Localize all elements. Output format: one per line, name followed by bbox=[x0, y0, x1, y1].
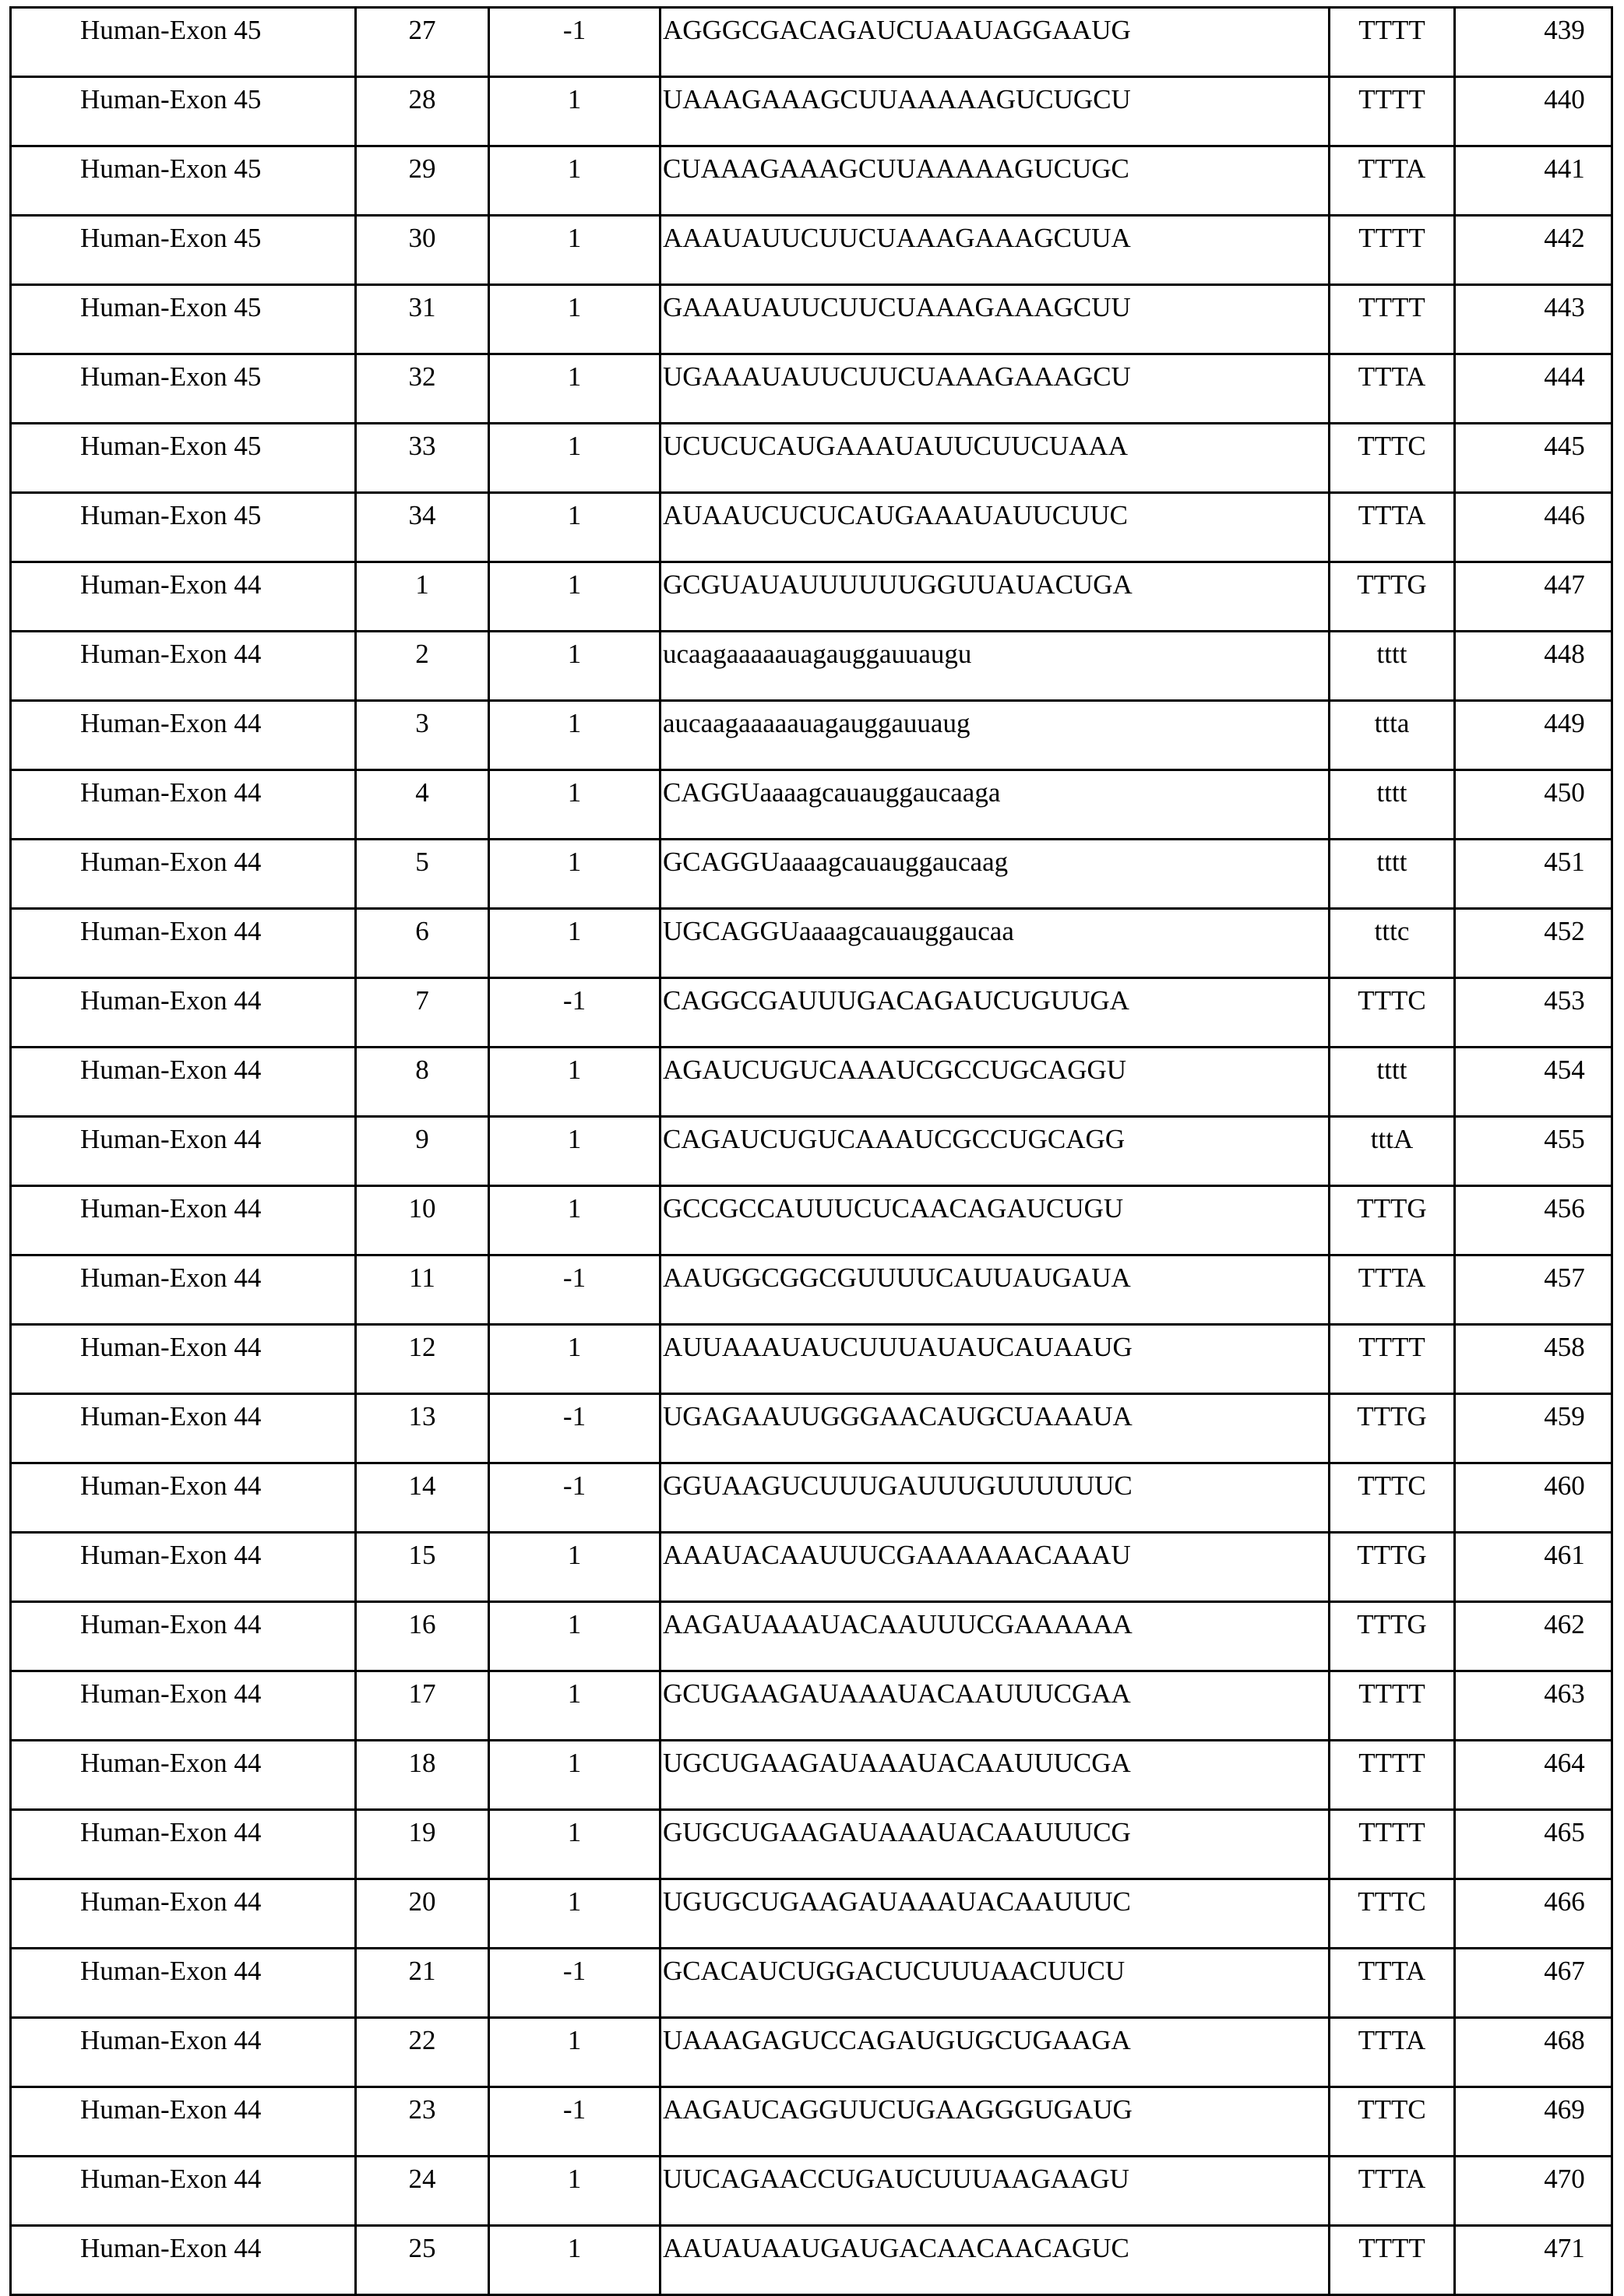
region-cell: Human-Exon 44 bbox=[11, 1949, 356, 2018]
table-row bbox=[11, 493, 1612, 562]
table-row bbox=[11, 1117, 1612, 1186]
region-cell: Human-Exon 44 bbox=[11, 1741, 356, 1810]
sequence-cell: AAAUACAAUUUCGAAAAAACAAAU bbox=[661, 1533, 1330, 1602]
strand-cell: 1 bbox=[489, 1117, 661, 1186]
seq-id-cell: 469 bbox=[1455, 2087, 1612, 2157]
pam-cell: TTTT bbox=[1330, 1741, 1455, 1810]
table-row bbox=[11, 8, 1612, 77]
guide-number-cell: 9 bbox=[356, 1117, 489, 1186]
guide-number-cell: 15 bbox=[356, 1533, 489, 1602]
strand-cell: 1 bbox=[489, 632, 661, 701]
guide-number-cell: 30 bbox=[356, 216, 489, 285]
seq-id-cell: 466 bbox=[1455, 1879, 1612, 1949]
table-row bbox=[11, 909, 1612, 978]
region-cell: Human-Exon 44 bbox=[11, 1533, 356, 1602]
sequence-cell: CAGAUCUGUCAAAUCGCCUGCAGG bbox=[661, 1117, 1330, 1186]
seq-id-cell: 464 bbox=[1455, 1741, 1612, 1810]
region-cell: Human-Exon 45 bbox=[11, 354, 356, 424]
pam-cell: tttt bbox=[1330, 770, 1455, 840]
seq-id-cell: 455 bbox=[1455, 1117, 1612, 1186]
seq-id-cell: 442 bbox=[1455, 216, 1612, 285]
sequence-cell: AUUAAAUAUCUUUAUAUCAUAAUG bbox=[661, 1325, 1330, 1394]
region-cell: Human-Exon 44 bbox=[11, 1048, 356, 1117]
region-cell: Human-Exon 44 bbox=[11, 2226, 356, 2295]
sequence-cell: GCCGCCAUUUCUCAACAGAUCUGU bbox=[661, 1186, 1330, 1255]
pam-cell: TTTC bbox=[1330, 1463, 1455, 1533]
table-row bbox=[11, 840, 1612, 909]
guide-number-cell: 20 bbox=[356, 1879, 489, 1949]
region-cell: Human-Exon 45 bbox=[11, 216, 356, 285]
strand-cell: -1 bbox=[489, 1463, 661, 1533]
guide-number-cell: 19 bbox=[356, 1810, 489, 1879]
pam-cell: TTTT bbox=[1330, 285, 1455, 354]
region-cell: Human-Exon 44 bbox=[11, 1671, 356, 1741]
seq-id-cell: 463 bbox=[1455, 1671, 1612, 1741]
seq-id-cell: 439 bbox=[1455, 8, 1612, 77]
sequence-cell: GAAAUAUUCUUCUAAAGAAAGCUU bbox=[661, 285, 1330, 354]
strand-cell: 1 bbox=[489, 1325, 661, 1394]
sequence-cell: AGAUCUGUCAAAUCGCCUGCAGGU bbox=[661, 1048, 1330, 1117]
pam-cell: TTTG bbox=[1330, 562, 1455, 632]
seq-id-cell: 470 bbox=[1455, 2157, 1612, 2226]
seq-id-cell: 452 bbox=[1455, 909, 1612, 978]
table-row bbox=[11, 1533, 1612, 1602]
region-cell: Human-Exon 44 bbox=[11, 978, 356, 1048]
region-cell: Human-Exon 44 bbox=[11, 1255, 356, 1325]
table-row bbox=[11, 1671, 1612, 1741]
seq-id-cell: 453 bbox=[1455, 978, 1612, 1048]
table-row bbox=[11, 1394, 1612, 1463]
strand-cell: 1 bbox=[489, 840, 661, 909]
table-row bbox=[11, 285, 1612, 354]
table-row bbox=[11, 216, 1612, 285]
pam-cell: TTTT bbox=[1330, 1671, 1455, 1741]
sequence-cell: GGUAAGUCUUUGAUUUGUUUUUUC bbox=[661, 1463, 1330, 1533]
guide-number-cell: 23 bbox=[356, 2087, 489, 2157]
pam-cell: TTTT bbox=[1330, 8, 1455, 77]
pam-cell: TTTC bbox=[1330, 1879, 1455, 1949]
table-row bbox=[11, 1810, 1612, 1879]
strand-cell: 1 bbox=[489, 2157, 661, 2226]
seq-id-cell: 446 bbox=[1455, 493, 1612, 562]
sequence-cell: GCACAUCUGGACUCUUUAACUUCU bbox=[661, 1949, 1330, 2018]
sequence-cell: UGCAGGUaaaagcauauggaucaa bbox=[661, 909, 1330, 978]
region-cell: Human-Exon 44 bbox=[11, 1117, 356, 1186]
region-cell: Human-Exon 44 bbox=[11, 2018, 356, 2087]
guide-number-cell: 17 bbox=[356, 1671, 489, 1741]
pam-cell: TTTT bbox=[1330, 1325, 1455, 1394]
region-cell: Human-Exon 45 bbox=[11, 493, 356, 562]
table-row bbox=[11, 146, 1612, 216]
strand-cell: 1 bbox=[489, 424, 661, 493]
guide-number-cell: 13 bbox=[356, 1394, 489, 1463]
table-row bbox=[11, 1255, 1612, 1325]
region-cell: Human-Exon 45 bbox=[11, 146, 356, 216]
region-cell: Human-Exon 44 bbox=[11, 1463, 356, 1533]
strand-cell: 1 bbox=[489, 701, 661, 770]
sequence-cell: AAUAUAAUGAUGACAACAACAGUC bbox=[661, 2226, 1330, 2295]
table-row bbox=[11, 562, 1612, 632]
guide-number-cell: 33 bbox=[356, 424, 489, 493]
guide-number-cell: 22 bbox=[356, 2018, 489, 2087]
sequence-cell: UGAAAUAUUCUUCUAAAGAAAGCU bbox=[661, 354, 1330, 424]
guide-number-cell: 6 bbox=[356, 909, 489, 978]
region-cell: Human-Exon 44 bbox=[11, 2157, 356, 2226]
pam-cell: tttc bbox=[1330, 909, 1455, 978]
table-row bbox=[11, 424, 1612, 493]
pam-cell: TTTA bbox=[1330, 1949, 1455, 2018]
strand-cell: 1 bbox=[489, 1671, 661, 1741]
table-row bbox=[11, 354, 1612, 424]
region-cell: Human-Exon 44 bbox=[11, 1186, 356, 1255]
pam-cell: TTTA bbox=[1330, 1255, 1455, 1325]
seq-id-cell: 458 bbox=[1455, 1325, 1612, 1394]
pam-cell: TTTT bbox=[1330, 77, 1455, 146]
guide-number-cell: 3 bbox=[356, 701, 489, 770]
pam-cell: TTTG bbox=[1330, 1533, 1455, 1602]
seq-id-cell: 456 bbox=[1455, 1186, 1612, 1255]
guide-number-cell: 27 bbox=[356, 8, 489, 77]
seq-id-cell: 461 bbox=[1455, 1533, 1612, 1602]
strand-cell: 1 bbox=[489, 2226, 661, 2295]
seq-id-cell: 448 bbox=[1455, 632, 1612, 701]
sequence-cell: UGAGAAUUGGGAACAUGCUAAAUA bbox=[661, 1394, 1330, 1463]
sequence-cell: AAGAUAAAUACAAUUUCGAAAAAA bbox=[661, 1602, 1330, 1671]
sequence-cell: aucaagaaaaauagauggauuaug bbox=[661, 701, 1330, 770]
guide-number-cell: 18 bbox=[356, 1741, 489, 1810]
region-cell: Human-Exon 44 bbox=[11, 632, 356, 701]
sequence-cell: UGCUGAAGAUAAAUACAAUUUCGA bbox=[661, 1741, 1330, 1810]
table-row bbox=[11, 701, 1612, 770]
pam-cell: tttA bbox=[1330, 1117, 1455, 1186]
strand-cell: 1 bbox=[489, 77, 661, 146]
region-cell: Human-Exon 44 bbox=[11, 1325, 356, 1394]
pam-cell: TTTG bbox=[1330, 1394, 1455, 1463]
table-row bbox=[11, 1325, 1612, 1394]
table-row bbox=[11, 77, 1612, 146]
region-cell: Human-Exon 44 bbox=[11, 701, 356, 770]
pam-cell: TTTC bbox=[1330, 424, 1455, 493]
pam-cell: TTTT bbox=[1330, 2226, 1455, 2295]
guide-number-cell: 10 bbox=[356, 1186, 489, 1255]
strand-cell: 1 bbox=[489, 1810, 661, 1879]
seq-id-cell: 447 bbox=[1455, 562, 1612, 632]
seq-id-cell: 441 bbox=[1455, 146, 1612, 216]
strand-cell: 1 bbox=[489, 216, 661, 285]
guide-number-cell: 5 bbox=[356, 840, 489, 909]
guide-number-cell: 32 bbox=[356, 354, 489, 424]
region-cell: Human-Exon 44 bbox=[11, 1810, 356, 1879]
seq-id-cell: 451 bbox=[1455, 840, 1612, 909]
region-cell: Human-Exon 45 bbox=[11, 8, 356, 77]
region-cell: Human-Exon 44 bbox=[11, 840, 356, 909]
sequence-cell: UAAAGAGUCCAGAUGUGCUGAAGA bbox=[661, 2018, 1330, 2087]
seq-id-cell: 468 bbox=[1455, 2018, 1612, 2087]
table-row bbox=[11, 770, 1612, 840]
guide-number-cell: 14 bbox=[356, 1463, 489, 1533]
pam-cell: tttt bbox=[1330, 632, 1455, 701]
guide-number-cell: 1 bbox=[356, 562, 489, 632]
strand-cell: 1 bbox=[489, 1533, 661, 1602]
strand-cell: 1 bbox=[489, 1879, 661, 1949]
pam-cell: TTTA bbox=[1330, 2018, 1455, 2087]
sequence-cell: CAGGCGAUUUGACAGAUCUGUUGA bbox=[661, 978, 1330, 1048]
sequence-cell: CAGGUaaaagcauauggaucaaga bbox=[661, 770, 1330, 840]
sequence-cell: GUGCUGAAGAUAAAUACAAUUUCG bbox=[661, 1810, 1330, 1879]
strand-cell: 1 bbox=[489, 1741, 661, 1810]
seq-id-cell: 462 bbox=[1455, 1602, 1612, 1671]
strand-cell: -1 bbox=[489, 2087, 661, 2157]
region-cell: Human-Exon 44 bbox=[11, 1394, 356, 1463]
guide-number-cell: 7 bbox=[356, 978, 489, 1048]
seq-id-cell: 450 bbox=[1455, 770, 1612, 840]
seq-id-cell: 445 bbox=[1455, 424, 1612, 493]
strand-cell: -1 bbox=[489, 978, 661, 1048]
region-cell: Human-Exon 44 bbox=[11, 562, 356, 632]
guide-number-cell: 4 bbox=[356, 770, 489, 840]
pam-cell: tttt bbox=[1330, 1048, 1455, 1117]
table-row bbox=[11, 1463, 1612, 1533]
table-row bbox=[11, 1879, 1612, 1949]
pam-cell: TTTG bbox=[1330, 1186, 1455, 1255]
sequence-cell: GCUGAAGAUAAAUACAAUUUCGAA bbox=[661, 1671, 1330, 1741]
guide-number-cell: 16 bbox=[356, 1602, 489, 1671]
table-row bbox=[11, 1949, 1612, 2018]
table-body bbox=[11, 8, 1612, 2295]
strand-cell: -1 bbox=[489, 8, 661, 77]
strand-cell: 1 bbox=[489, 1602, 661, 1671]
seq-id-cell: 465 bbox=[1455, 1810, 1612, 1879]
pam-cell: ttta bbox=[1330, 701, 1455, 770]
table-row bbox=[11, 632, 1612, 701]
guide-number-cell: 28 bbox=[356, 77, 489, 146]
guide-number-cell: 31 bbox=[356, 285, 489, 354]
table-row bbox=[11, 2226, 1612, 2295]
guide-number-cell: 8 bbox=[356, 1048, 489, 1117]
sequence-cell: ucaagaaaaauagauggauuaugu bbox=[661, 632, 1330, 701]
pam-cell: TTTC bbox=[1330, 2087, 1455, 2157]
sequence-cell: AAUGGCGGCGUUUUCAUUAUGAUA bbox=[661, 1255, 1330, 1325]
guide-number-cell: 21 bbox=[356, 1949, 489, 2018]
strand-cell: 1 bbox=[489, 770, 661, 840]
strand-cell: -1 bbox=[489, 1394, 661, 1463]
region-cell: Human-Exon 44 bbox=[11, 1602, 356, 1671]
pam-cell: TTTA bbox=[1330, 2157, 1455, 2226]
pam-cell: TTTA bbox=[1330, 493, 1455, 562]
seq-id-cell: 460 bbox=[1455, 1463, 1612, 1533]
seq-id-cell: 454 bbox=[1455, 1048, 1612, 1117]
guide-number-cell: 2 bbox=[356, 632, 489, 701]
strand-cell: -1 bbox=[489, 1949, 661, 2018]
guide-number-cell: 11 bbox=[356, 1255, 489, 1325]
guide-sequence-table bbox=[9, 6, 1613, 2296]
strand-cell: 1 bbox=[489, 493, 661, 562]
region-cell: Human-Exon 44 bbox=[11, 770, 356, 840]
sequence-cell: AGGGCGACAGAUCUAAUAGGAAUG bbox=[661, 8, 1330, 77]
guide-number-cell: 29 bbox=[356, 146, 489, 216]
seq-id-cell: 471 bbox=[1455, 2226, 1612, 2295]
pam-cell: TTTT bbox=[1330, 216, 1455, 285]
strand-cell: 1 bbox=[489, 909, 661, 978]
strand-cell: 1 bbox=[489, 2018, 661, 2087]
guide-number-cell: 34 bbox=[356, 493, 489, 562]
region-cell: Human-Exon 44 bbox=[11, 909, 356, 978]
seq-id-cell: 443 bbox=[1455, 285, 1612, 354]
seq-id-cell: 457 bbox=[1455, 1255, 1612, 1325]
table-row bbox=[11, 2157, 1612, 2226]
guide-number-cell: 25 bbox=[356, 2226, 489, 2295]
region-cell: Human-Exon 45 bbox=[11, 285, 356, 354]
strand-cell: 1 bbox=[489, 354, 661, 424]
guide-number-cell: 12 bbox=[356, 1325, 489, 1394]
seq-id-cell: 444 bbox=[1455, 354, 1612, 424]
strand-cell: 1 bbox=[489, 1186, 661, 1255]
pam-cell: TTTT bbox=[1330, 1810, 1455, 1879]
table-row bbox=[11, 1048, 1612, 1117]
region-cell: Human-Exon 44 bbox=[11, 1879, 356, 1949]
sequence-cell: UCUCUCAUGAAAUAUUCUUCUAAA bbox=[661, 424, 1330, 493]
sequence-cell: AUAAUCUCUCAUGAAAUAUUCUUC bbox=[661, 493, 1330, 562]
table-row bbox=[11, 1186, 1612, 1255]
seq-id-cell: 440 bbox=[1455, 77, 1612, 146]
table-row bbox=[11, 1741, 1612, 1810]
strand-cell: -1 bbox=[489, 1255, 661, 1325]
strand-cell: 1 bbox=[489, 1048, 661, 1117]
sequence-cell: UGUGCUGAAGAUAAAUACAAUUUC bbox=[661, 1879, 1330, 1949]
table-row bbox=[11, 978, 1612, 1048]
region-cell: Human-Exon 45 bbox=[11, 424, 356, 493]
pam-cell: tttt bbox=[1330, 840, 1455, 909]
seq-id-cell: 459 bbox=[1455, 1394, 1612, 1463]
region-cell: Human-Exon 45 bbox=[11, 77, 356, 146]
sequence-cell: CUAAAGAAAGCUUAAAAAGUCUGC bbox=[661, 146, 1330, 216]
sequence-cell: GCGUAUAUUUUUUGGUUAUACUGA bbox=[661, 562, 1330, 632]
pam-cell: TTTC bbox=[1330, 978, 1455, 1048]
guide-number-cell: 24 bbox=[356, 2157, 489, 2226]
strand-cell: 1 bbox=[489, 562, 661, 632]
seq-id-cell: 449 bbox=[1455, 701, 1612, 770]
sequence-cell: UAAAGAAAGCUUAAAAAGUCUGCU bbox=[661, 77, 1330, 146]
sequence-cell: UUCAGAACCUGAUCUUUAAGAAGU bbox=[661, 2157, 1330, 2226]
pam-cell: TTTA bbox=[1330, 354, 1455, 424]
sequence-cell: AAAUAUUCUUCUAAAGAAAGCUUA bbox=[661, 216, 1330, 285]
strand-cell: 1 bbox=[489, 285, 661, 354]
pam-cell: TTTG bbox=[1330, 1602, 1455, 1671]
table-row bbox=[11, 1602, 1612, 1671]
sequence-cell: AAGAUCAGGUUCUGAAGGGUGAUG bbox=[661, 2087, 1330, 2157]
pam-cell: TTTA bbox=[1330, 146, 1455, 216]
table-row bbox=[11, 2087, 1612, 2157]
strand-cell: 1 bbox=[489, 146, 661, 216]
seq-id-cell: 467 bbox=[1455, 1949, 1612, 2018]
sequence-cell: GCAGGUaaaagcauauggaucaag bbox=[661, 840, 1330, 909]
table-row bbox=[11, 2018, 1612, 2087]
region-cell: Human-Exon 44 bbox=[11, 2087, 356, 2157]
